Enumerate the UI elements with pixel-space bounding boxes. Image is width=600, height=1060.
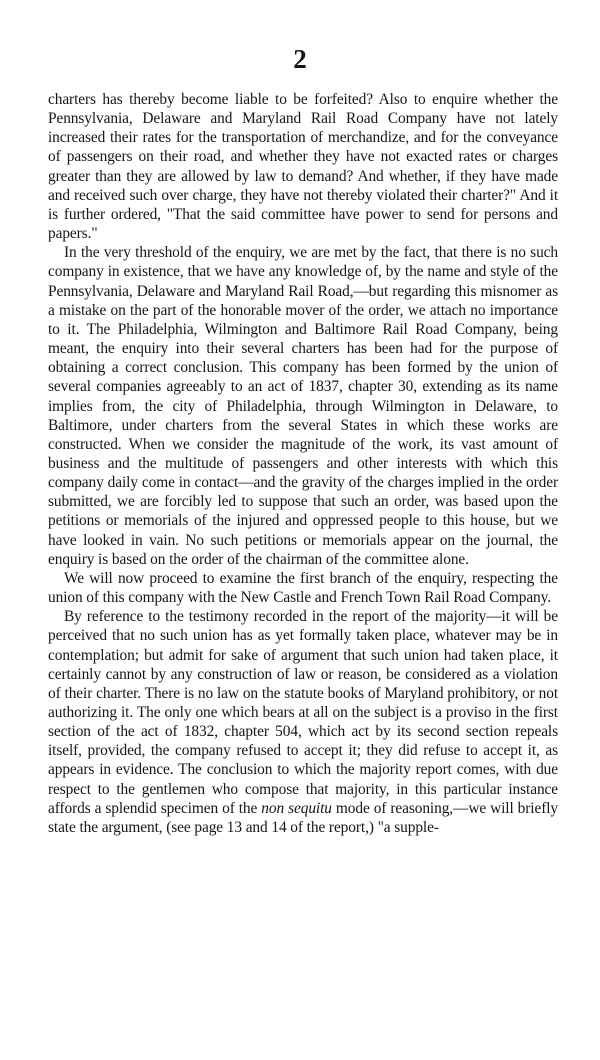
paragraph-4: By reference to the testimony recorded in the report of the majority—it will be perceived that no such union has as yet formally taken place, whatever may be in contemplation; but admit for sake of argument that such union had taken place, it certainly cannot by any construction of law or reason, be considered as a violation of their charter. There is no law on the statute books of Maryland prohibitory, or not authorizing it. The only one which bears at all on the subject is a proviso in the first section of the act of 1832, chapter 504, which act by its second section repeals itself, provided, the company refused to accept it; they did refuse to accept it, as appears in evidence. The conclusion to which the majority report comes, with due respect to the gentlemen who compose that majority, in this particular instance affords a splendid specimen of the non sequitu mode of reasoning,—we will briefly state the argument, (see page 13 and 14 of the report,) "a supple- (48, 608, 558, 836)
body-text (48, 90, 558, 837)
page-number: 2 (293, 44, 307, 74)
paragraph-3: We will now proceed to examine the first branch of the enquiry, respecting the union of this company with the New Castle and French Town Rail Road Company. (48, 569, 558, 607)
italic-phrase: non sequitu (261, 799, 332, 817)
paragraph-1: charters has thereby become liable to be forfeited? Also to enquire whether the Pennsylvania, Delaware and Maryland Rail Road Company have not lately increased their rates for the transportation of merchandize, and for the conveyance of passengers on their road, and whether they have not exacted rates or charges greater than they are allowed by law to demand? And whether, if they have made and received such over charge, they have not thereby violated their charter?" And it is further ordered, "That the said committee have power to send for persons and papers." (48, 91, 558, 243)
paragraph-2: In the very threshold of the enquiry, we are met by the fact, that there is no such company in existence, that we have any knowledge of, by the name and style of the Pennsylvania, Delaware and Maryland Rail Road,—but regarding this misnomer as a mistake on the part of the honorable mover of the order, we attach no importance to it. The Philadelphia, Wilmington and Baltimore Rail Road Company, being meant, the enquiry into their several charters has been had for the purpose of obtaining a correct conclusion. This company has been formed by the union of several companies agreeably to an act of 1837, chapter 30, extending as its name implies from, the city of Philadelphia, through Wilmington in Delaware, to Baltimore, under charters from the several States in which these works are constructed. When we consider the magnitude of the work, its vast amount of business and the multitude of passengers and other interests with which this company daily come in contact—and the gravity of the charges implied in the order submitted, we are forcibly led to suppose that such an order, was based upon the petitions or memorials of the injured and oppressed people to this house, but we have looked in vain. No such petitions or memorials appear on the journal, the enquiry is based on the order of the chairman of the committee alone. (48, 244, 558, 568)
